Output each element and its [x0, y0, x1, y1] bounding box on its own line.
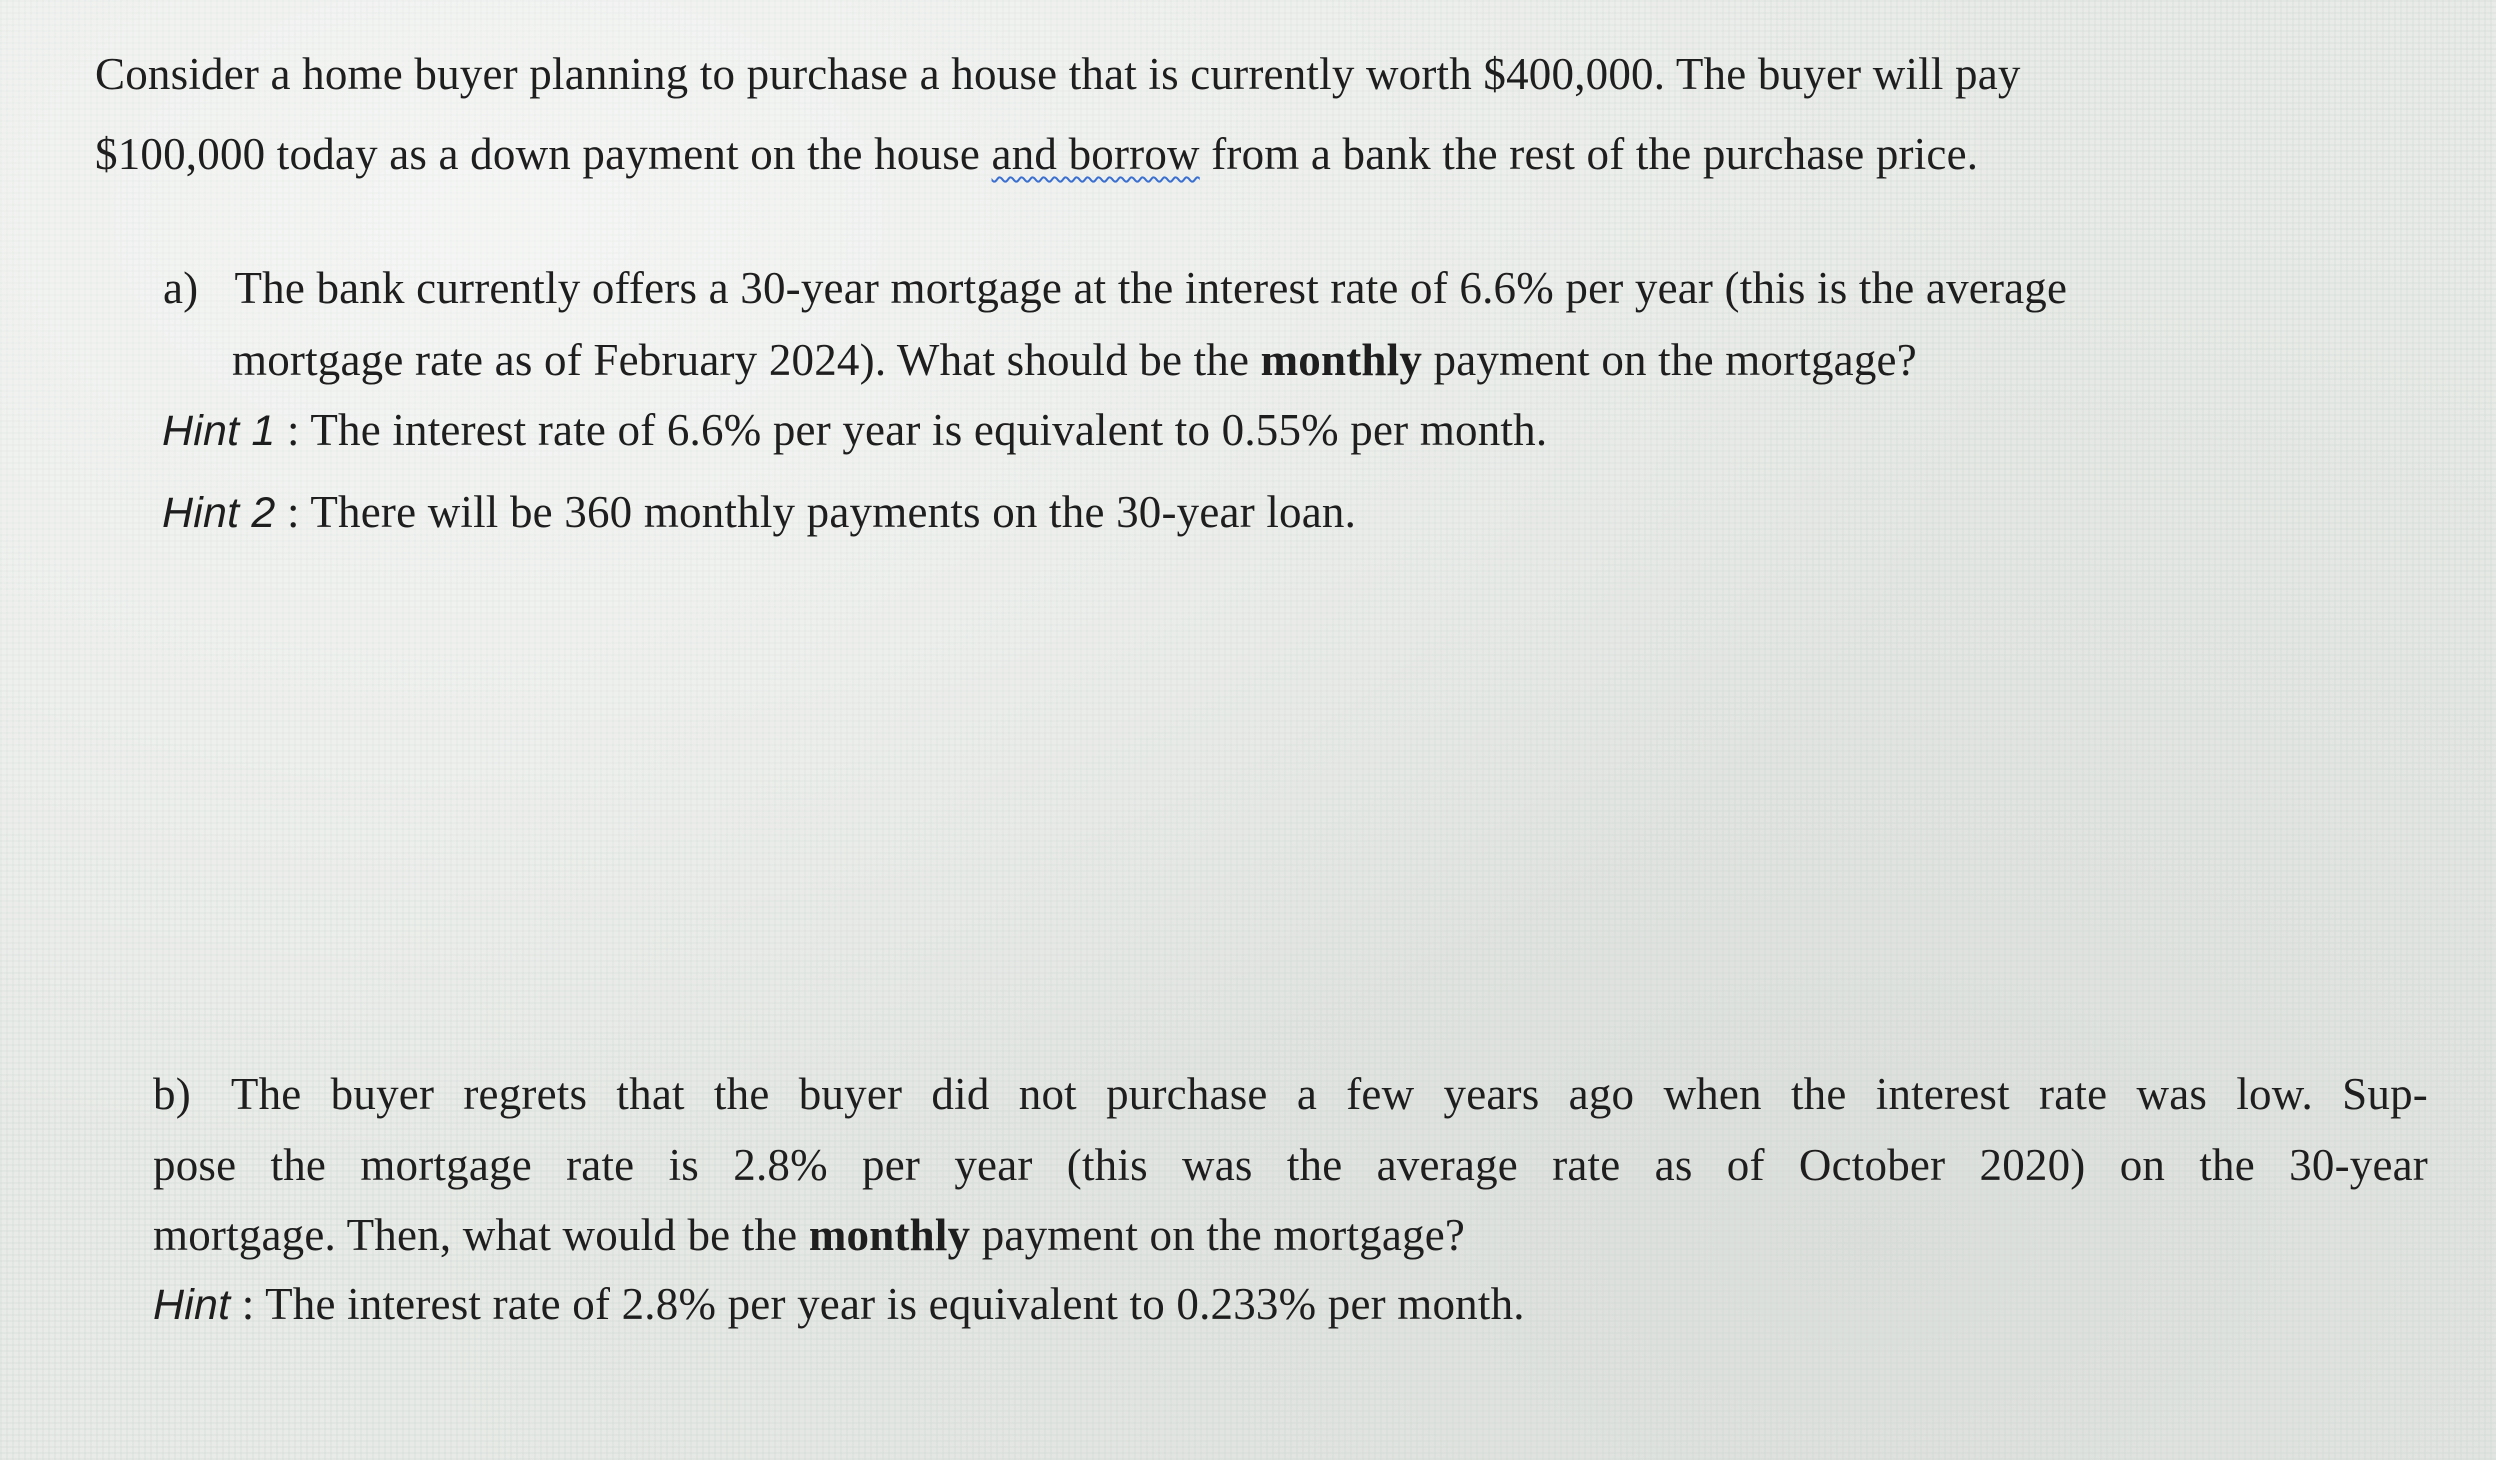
part-b-hint [153, 1279, 1525, 1329]
part-a-hint-1-label: Hint 1 [162, 407, 276, 455]
part-a-line-2 [232, 335, 1917, 385]
intro-line-2-pre: $100,000 today as a down payment on the house [95, 129, 992, 179]
intro-line-2-post: from a bank the rest of the purchase price. [1199, 129, 1979, 179]
intro-line-1-text: Consider a home buyer planning to purchase a house that is currently worth $400,000. The buyer will pay [95, 49, 2021, 99]
part-b-marker: b) [153, 1069, 191, 1119]
part-b-line-3 [153, 1210, 1466, 1260]
part-a-line-2-post: payment on the mortgage? [1422, 335, 1917, 385]
part-b-line-3-pre: mortgage. Then, what would be the [153, 1210, 809, 1260]
part-b-line-2 [153, 1140, 2428, 1190]
part-b-line-3-post: payment on the mortgage? [970, 1210, 1466, 1260]
part-a-marker: a) [163, 263, 199, 313]
part-b-line-2-text: pose the mortgage rate is 2.8% per year (this was the average rate as of October 2020) on the 30-year [153, 1140, 2428, 1190]
part-a-line-1-text: The bank currently offers a 30-year mortgage at the interest rate of 6.6% per year (this is the average [234, 263, 2068, 313]
part-a-hint-1-text: : The interest rate of 6.6% per year is equivalent to 0.55% per month. [275, 405, 1548, 455]
part-a-hint-2-label: Hint 2 [162, 489, 276, 537]
part-a-hint-2 [162, 487, 1357, 537]
part-b-hint-text: : The interest rate of 2.8% per year is equivalent to 0.233% per month. [230, 1279, 1525, 1329]
part-a-hint-2-text: : There will be 360 monthly payments on the 30-year loan. [275, 487, 1357, 537]
part-b-hint-label: Hint [153, 1281, 231, 1329]
part-a-monthly-emphasis: monthly [1260, 335, 1423, 385]
part-b-line-1-text: The buyer regrets that the buyer did not purchase a few years ago when the interest rate was low. Sup- [230, 1069, 2428, 1119]
part-a-line-2-pre: mortgage rate as of February 2024). What should be the [232, 335, 1261, 385]
part-a-line-1 [163, 263, 2068, 313]
intro-line-2 [95, 129, 1979, 179]
spellcheck-flagged-phrase: and borrow [991, 129, 1200, 179]
intro-line-1 [95, 49, 2021, 99]
part-a-hint-1 [162, 405, 1548, 455]
part-b-monthly-emphasis: monthly [808, 1210, 971, 1260]
part-b-line-1 [153, 1069, 2428, 1119]
